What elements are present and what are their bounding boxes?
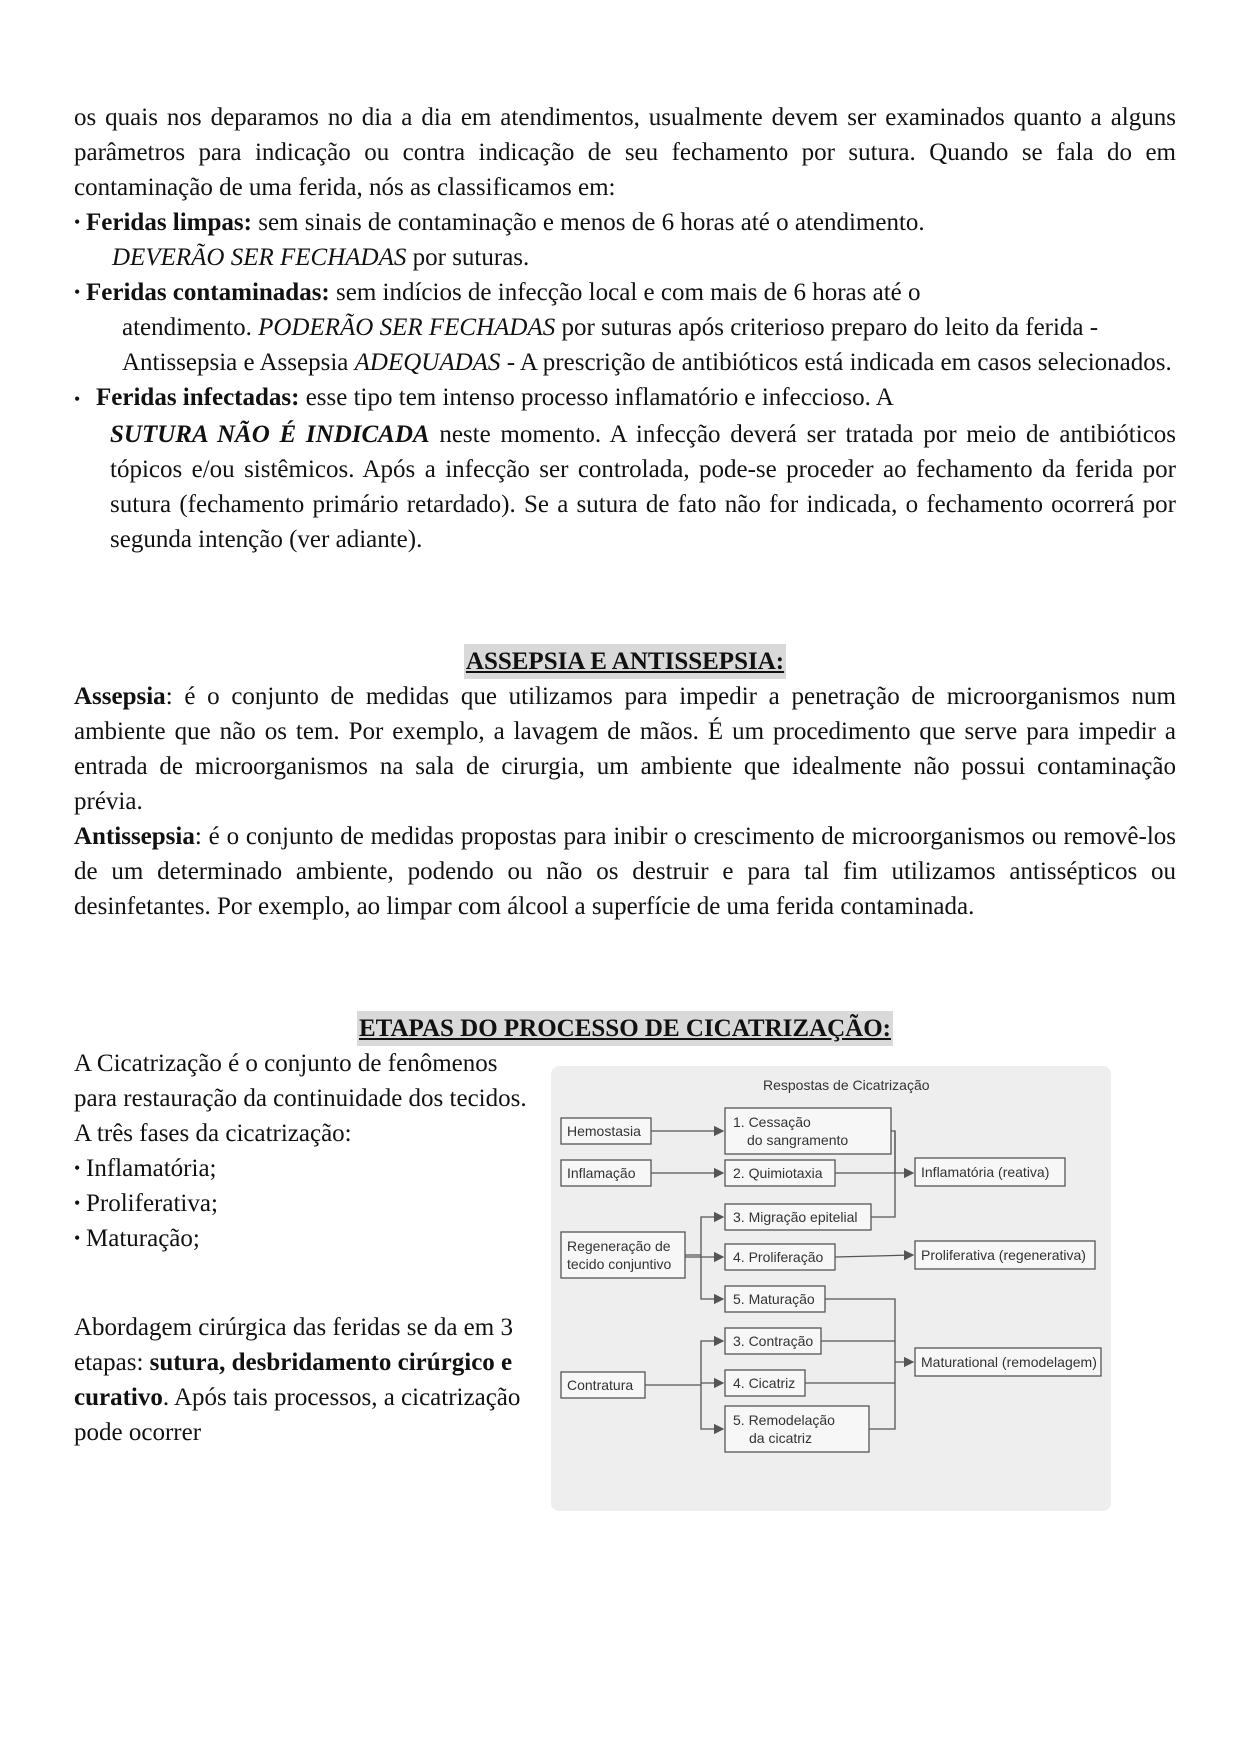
intro-paragraph: os quais nos deparamos no dia a dia em atendimentos, usualmente devem ser examinados quanto a alguns parâmetros para indicação ou contra indicação de seu fechamento por sutura. Quando se fala do em contaminação de uma ferida, nós as classificamos em: (74, 104, 1176, 201)
bullet-icon: • (74, 212, 81, 232)
arrow (701, 1385, 723, 1429)
list-item (74, 1151, 534, 1186)
arrow (685, 1217, 723, 1255)
step-label: 5. Remodelação (733, 1412, 835, 1428)
paragraph-text: . Após tais processos, a cicatrização pode ocorrer (74, 1384, 521, 1446)
emphasis: PODERÃO SER FECHADAS (258, 314, 556, 341)
term-antissepsia: Antissepsia (74, 823, 195, 850)
paragraph-text: Abordagem cirúrgica das feridas se da em 3 etapas: (74, 1314, 513, 1376)
section-heading-healing: ETAPAS DO PROCESSO DE CICATRIZAÇÃO: (357, 1011, 893, 1046)
list-item-continuation (86, 310, 1176, 380)
input-label: Inflamação (567, 1165, 636, 1181)
step-label: 4. Proliferação (733, 1249, 824, 1265)
bullet-icon: • (74, 1158, 81, 1178)
output-label: Proliferativa (regenerativa) (921, 1247, 1086, 1263)
list-item-text: sem sinais de contaminação e menos de 6 horas até o atendimento. (258, 209, 925, 236)
term-infected-wounds: Feridas infectadas: (96, 384, 300, 411)
list-item-text: neste momento. A infecção deverá ser tratada por meio de antibióticos tópicos e/ou sistêmicos. Após a infecção ser controlada, pode-se proceder ao fechamento da ferida por sutura (fechamento primário retardado). Se a sutura de fato não for indicada, o fechamento ocorrerá por segunda intenção (ver adiante). (110, 421, 1177, 553)
output-label: Maturational (remodelagem) (921, 1354, 1097, 1370)
list-item (74, 380, 1176, 557)
antissepsia-paragraph (74, 819, 1176, 924)
healing-intro: A Cicatrização é o conjunto de fenômenos para restauração da continuidade dos tecidos. A três fases da cicatrização: (74, 1050, 527, 1147)
list-item-text: por suturas após criterioso preparo do leito da ferida - Antissepsia e Assepsia (122, 314, 1099, 376)
list-item-text: Inflamatória; (86, 1155, 217, 1182)
term-assepsia: Assepsia (74, 683, 166, 710)
input-label: Regeneração de (567, 1238, 671, 1254)
step-label: 3. Contração (733, 1333, 814, 1349)
step-label: 1. Cessação (733, 1114, 811, 1130)
output-label: Inflamatória (reativa) (921, 1164, 1050, 1180)
healing-responses-diagram (551, 1066, 1111, 1511)
step-label: 5. Maturação (733, 1291, 815, 1307)
diagram-title: Respostas de Cicatrização (763, 1077, 930, 1093)
surgical-steps: sutura, desbridamento cirúrgico e curativo (74, 1349, 513, 1411)
surgical-approach-paragraph (74, 1310, 534, 1450)
step-label: do sangramento (747, 1132, 849, 1148)
wound-type-list (74, 205, 1176, 557)
list-item-text: Maturação; (86, 1225, 200, 1252)
step-label: da cicatriz (749, 1430, 813, 1446)
list-item (74, 1186, 534, 1221)
term-clean-wounds: Feridas limpas: (86, 209, 252, 236)
input-label: tecido conjuntivo (567, 1256, 672, 1272)
list-item-text: - A prescrição de antibióticos está indicada em casos selecionados. (506, 349, 1172, 376)
input-label: Contratura (567, 1377, 634, 1393)
list-item (74, 205, 1176, 275)
emphasis: SUTURA NÃO É INDICADA (110, 421, 430, 448)
list-item-text: atendimento. (122, 314, 252, 341)
list-item-text: Proliferativa; (86, 1190, 218, 1217)
arrow (835, 1255, 913, 1257)
list-item (74, 1221, 534, 1256)
term-contaminated-wounds: Feridas contaminadas: (86, 279, 330, 306)
list-item-text: esse tipo tem intenso processo inflamatório e infeccioso. A (305, 384, 894, 411)
list-item (74, 275, 1176, 380)
document-page (74, 100, 1176, 1516)
emphasis: ADEQUADAS (354, 349, 501, 376)
step-label: 4. Cicatriz (733, 1375, 796, 1391)
bullet-icon: • (74, 1228, 81, 1248)
bullet-icon: • (74, 1193, 81, 1213)
step-label: 3. Migração epitelial (733, 1209, 858, 1225)
bullet-icon: • (74, 282, 81, 302)
paragraph-text: : é o conjunto de medidas propostas para inibir o crescimento de microorganismos ou removê-los de um determinado ambiente, podendo ou não os destruir e para tal fim utilizamos antissépticos ou desinfetantes. Por exemplo, ao limpar com álcool a superfície de uma ferida contaminada. (74, 823, 1176, 920)
list-item-text: por suturas. (412, 244, 530, 271)
phase-list (74, 1151, 534, 1256)
list-item-continuation (74, 417, 1176, 557)
bullet-icon: • (74, 389, 81, 409)
arrow (645, 1341, 723, 1385)
paragraph-text: : é o conjunto de medidas que utilizamos para impedir a penetração de microorganismos num ambiente que não os tem. Por exemplo, a lavagem de mãos. É um procedimento que serve para impedir a entrada de microorganismos na sala de cirurgia, um ambiente que idealmente não possui contaminação prévia. (74, 683, 1176, 815)
arrow (701, 1255, 723, 1299)
step-label: 2. Quimiotaxia (733, 1165, 823, 1181)
section-heading-asepsis: ASSEPSIA E ANTISSEPSIA: (464, 644, 786, 679)
input-label: Hemostasia (567, 1123, 641, 1139)
assepsia-paragraph (74, 679, 1176, 819)
list-item-text: sem indícios de infecção local e com mais de 6 horas até o (336, 279, 921, 306)
emphasis: DEVERÃO SER FECHADAS (112, 244, 407, 271)
diagram-svg (551, 1066, 1111, 1511)
